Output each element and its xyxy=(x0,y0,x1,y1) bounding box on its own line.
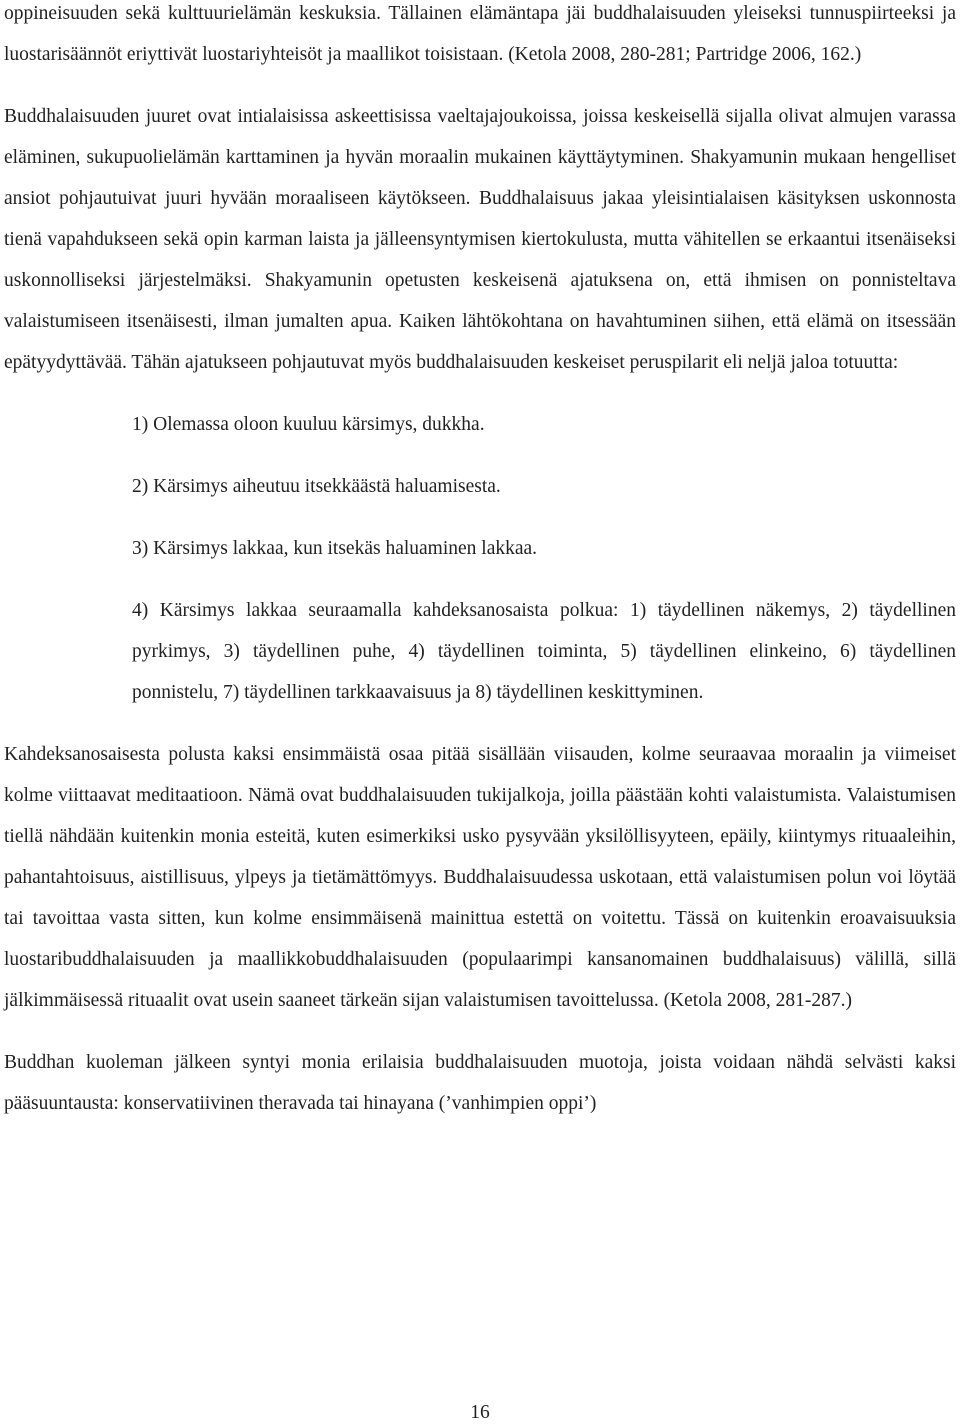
noble-truth-item: 1) Olemassa oloon kuuluu kärsimys, dukkha. xyxy=(132,414,485,435)
paragraph-monastic-life: oppineisuuden sekä kulttuurielämän keskuksia. Tällainen elämäntapa jäi buddhalaisuuden yleiseksi tunnuspiirteeksi ja luostarisäännöt eriyttivät luostariyhteisöt ja maallikot toisistaan. (Ketola 2008, 280-281; Partridge 2006, 162.) xyxy=(4,3,956,65)
page-number: 16 xyxy=(470,1402,490,1423)
document-page xyxy=(4,0,956,1124)
noble-truth-item: 4) Kärsimys lakkaa seuraamalla kahdeksanosaista polkua: 1) täydellinen näkemys, 2) täydellinen pyrkimys, 3) täydellinen puhe, 4) täydellinen toiminta, 5) täydellinen elinkeino, 6) täydellinen ponnistelu, 7) täydellinen tarkkaavaisuus ja 8) täydellinen keskittyminen. xyxy=(132,600,956,703)
noble-truth-item: 3) Kärsimys lakkaa, kun itsekäs haluaminen lakkaa. xyxy=(132,538,538,559)
noble-truths-list xyxy=(4,404,956,713)
noble-truth-item: 2) Kärsimys aiheutuu itsekkäästä haluamisesta. xyxy=(132,476,501,497)
paragraph-after-buddha-death: Buddhan kuoleman jälkeen syntyi monia erilaisia buddhalaisuuden muotoja, joista voidaan nähdä selvästi kaksi pääsuuntausta: konservatiivinen theravada tai hinayana (’vanhimpien oppi’) xyxy=(4,1052,956,1114)
paragraph-roots-of-buddhism: Buddhalaisuuden juuret ovat intialaisissa askeettisissa vaeltajajoukoissa, joissa keskeisellä sijalla olivat almujen varassa eläminen, sukupuolielämän karttaminen ja hyvän moraalin mukainen käyttäytyminen. Shakyamunin mukaan hengelliset ansiot pohjautuivat juuri hyvään moraaliseen käytökseen. Buddhalaisuus jakaa yleisintialaisen käsityksen uskonnosta tienä vapahdukseen sekä opin karman laista ja jälleensyntymisen kiertokulusta, mutta vähitellen se erkaantui itsenäiseksi uskonnolliseksi järjestelmäksi. Shakyamunin opetusten keskeisenä ajatuksena on, että ihmisen on ponnisteltava valaistumiseen itsenäisesti, ilman jumalten apua. Kaiken lähtökohtana on havahtuminen siihen, että elämä on itsessään epätyydyttävää. Tähän ajatukseen pohjautuvat myös buddhalaisuuden keskeiset peruspilarit eli neljä jaloa totuutta: xyxy=(4,106,956,373)
paragraph-eightfold-path: Kahdeksanosaisesta polusta kaksi ensimmäistä osaa pitää sisällään viisauden, kolme seuraavaa moraalin ja viimeiset kolme viittaavat meditaatioon. Nämä ovat buddhalaisuuden tukijalkoja, joilla päästään kohti valaistumista. Valaistumisen tiellä nähdään kuitenkin monia esteitä, kuten esimerkiksi usko pysyvään yksilöllisyyteen, epäily, kiintymys rituaaleihin, pahantahtoisuus, aistillisuus, ylpeys ja tietämättömyys. Buddhalaisuudessa uskotaan, että valaistumisen polun voi löytää tai tavoittaa vasta sitten, kun kolme ensimmäisenä mainittua estettä on voitettu. Tässä on kuitenkin eroavaisuuksia luostaribuddhalaisuuden ja maallikkobuddhalaisuuden (populaarimpi kansanomainen buddhalaisuus) välillä, sillä jälkimmäisessä rituaalit ovat usein saaneet tärkeän sijan valaistumisen tavoittelussa. (Ketola 2008, 281-287.) xyxy=(4,744,956,1011)
